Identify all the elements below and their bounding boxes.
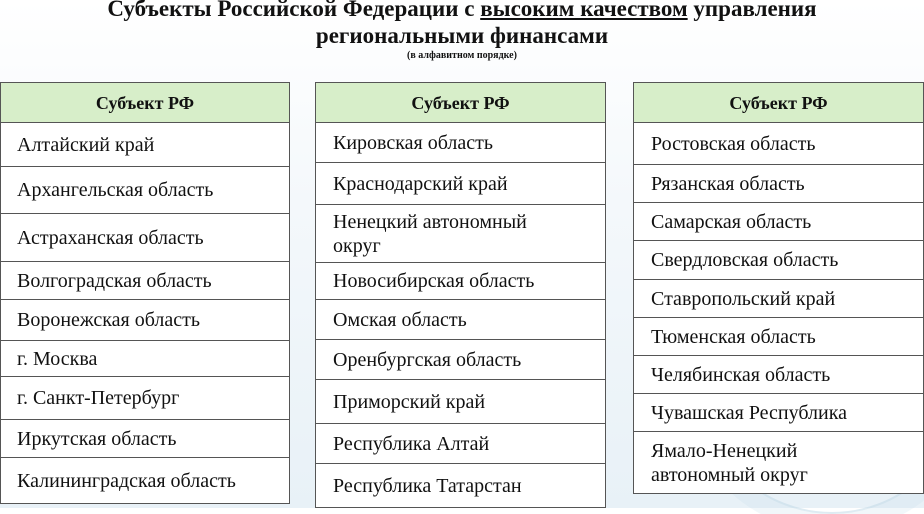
table-cell: Новосибирская область <box>316 263 606 300</box>
table-cell: Архангельская область <box>1 167 290 214</box>
title-underlined: высоким качеством <box>480 0 688 21</box>
column-header: Субъект РФ <box>634 83 924 123</box>
subtitle: (в алфавитном порядке) <box>407 50 517 61</box>
table-cell: Тюменская область <box>634 318 924 356</box>
table-cell: Республика Татарстан <box>316 464 606 508</box>
title-part-2: управления <box>687 0 817 21</box>
table-cell: Оренбургская область <box>316 340 606 380</box>
table-cell: Чувашская Республика <box>634 394 924 432</box>
table-cell: Омская область <box>316 300 606 340</box>
column-header: Субъект РФ <box>1 83 290 123</box>
title-line-2: региональными финансами <box>315 23 609 48</box>
table-cell: Кировская область <box>316 123 606 163</box>
table-cell: Ямало-Ненецкий автономный округ <box>634 432 924 494</box>
table-cell: Рязанская область <box>634 165 924 203</box>
regions-table-1 <box>0 82 290 504</box>
table-cell: Приморский край <box>316 380 606 424</box>
table-cell: Калининградская область <box>1 458 290 504</box>
regions-table-2 <box>315 82 606 508</box>
table-cell: Самарская область <box>634 203 924 241</box>
title-part-1: Субъекты Российской Федерации с <box>107 0 481 21</box>
table-cell: Алтайский край <box>1 123 290 167</box>
table-cell: Волгоградская область <box>1 262 290 300</box>
regions-table-3 <box>633 82 924 494</box>
table-cell: Иркутская область <box>1 420 290 458</box>
table-cell: Свердловская область <box>634 241 924 280</box>
column-header: Субъект РФ <box>316 83 606 123</box>
table-cell: г. Москва <box>1 341 290 377</box>
table-cell: г. Санкт-Петербург <box>1 377 290 420</box>
table-cell: Астраханская область <box>1 214 290 262</box>
table-cell: Ненецкий автономный округ <box>316 205 606 263</box>
table-cell: Челябинская область <box>634 356 924 394</box>
page-title <box>0 0 924 49</box>
table-cell: Краснодарский край <box>316 163 606 205</box>
table-cell: Ставропольский край <box>634 280 924 318</box>
table-cell: Ростовская область <box>634 123 924 165</box>
table-cell: Республика Алтай <box>316 424 606 464</box>
table-cell: Воронежская область <box>1 300 290 341</box>
